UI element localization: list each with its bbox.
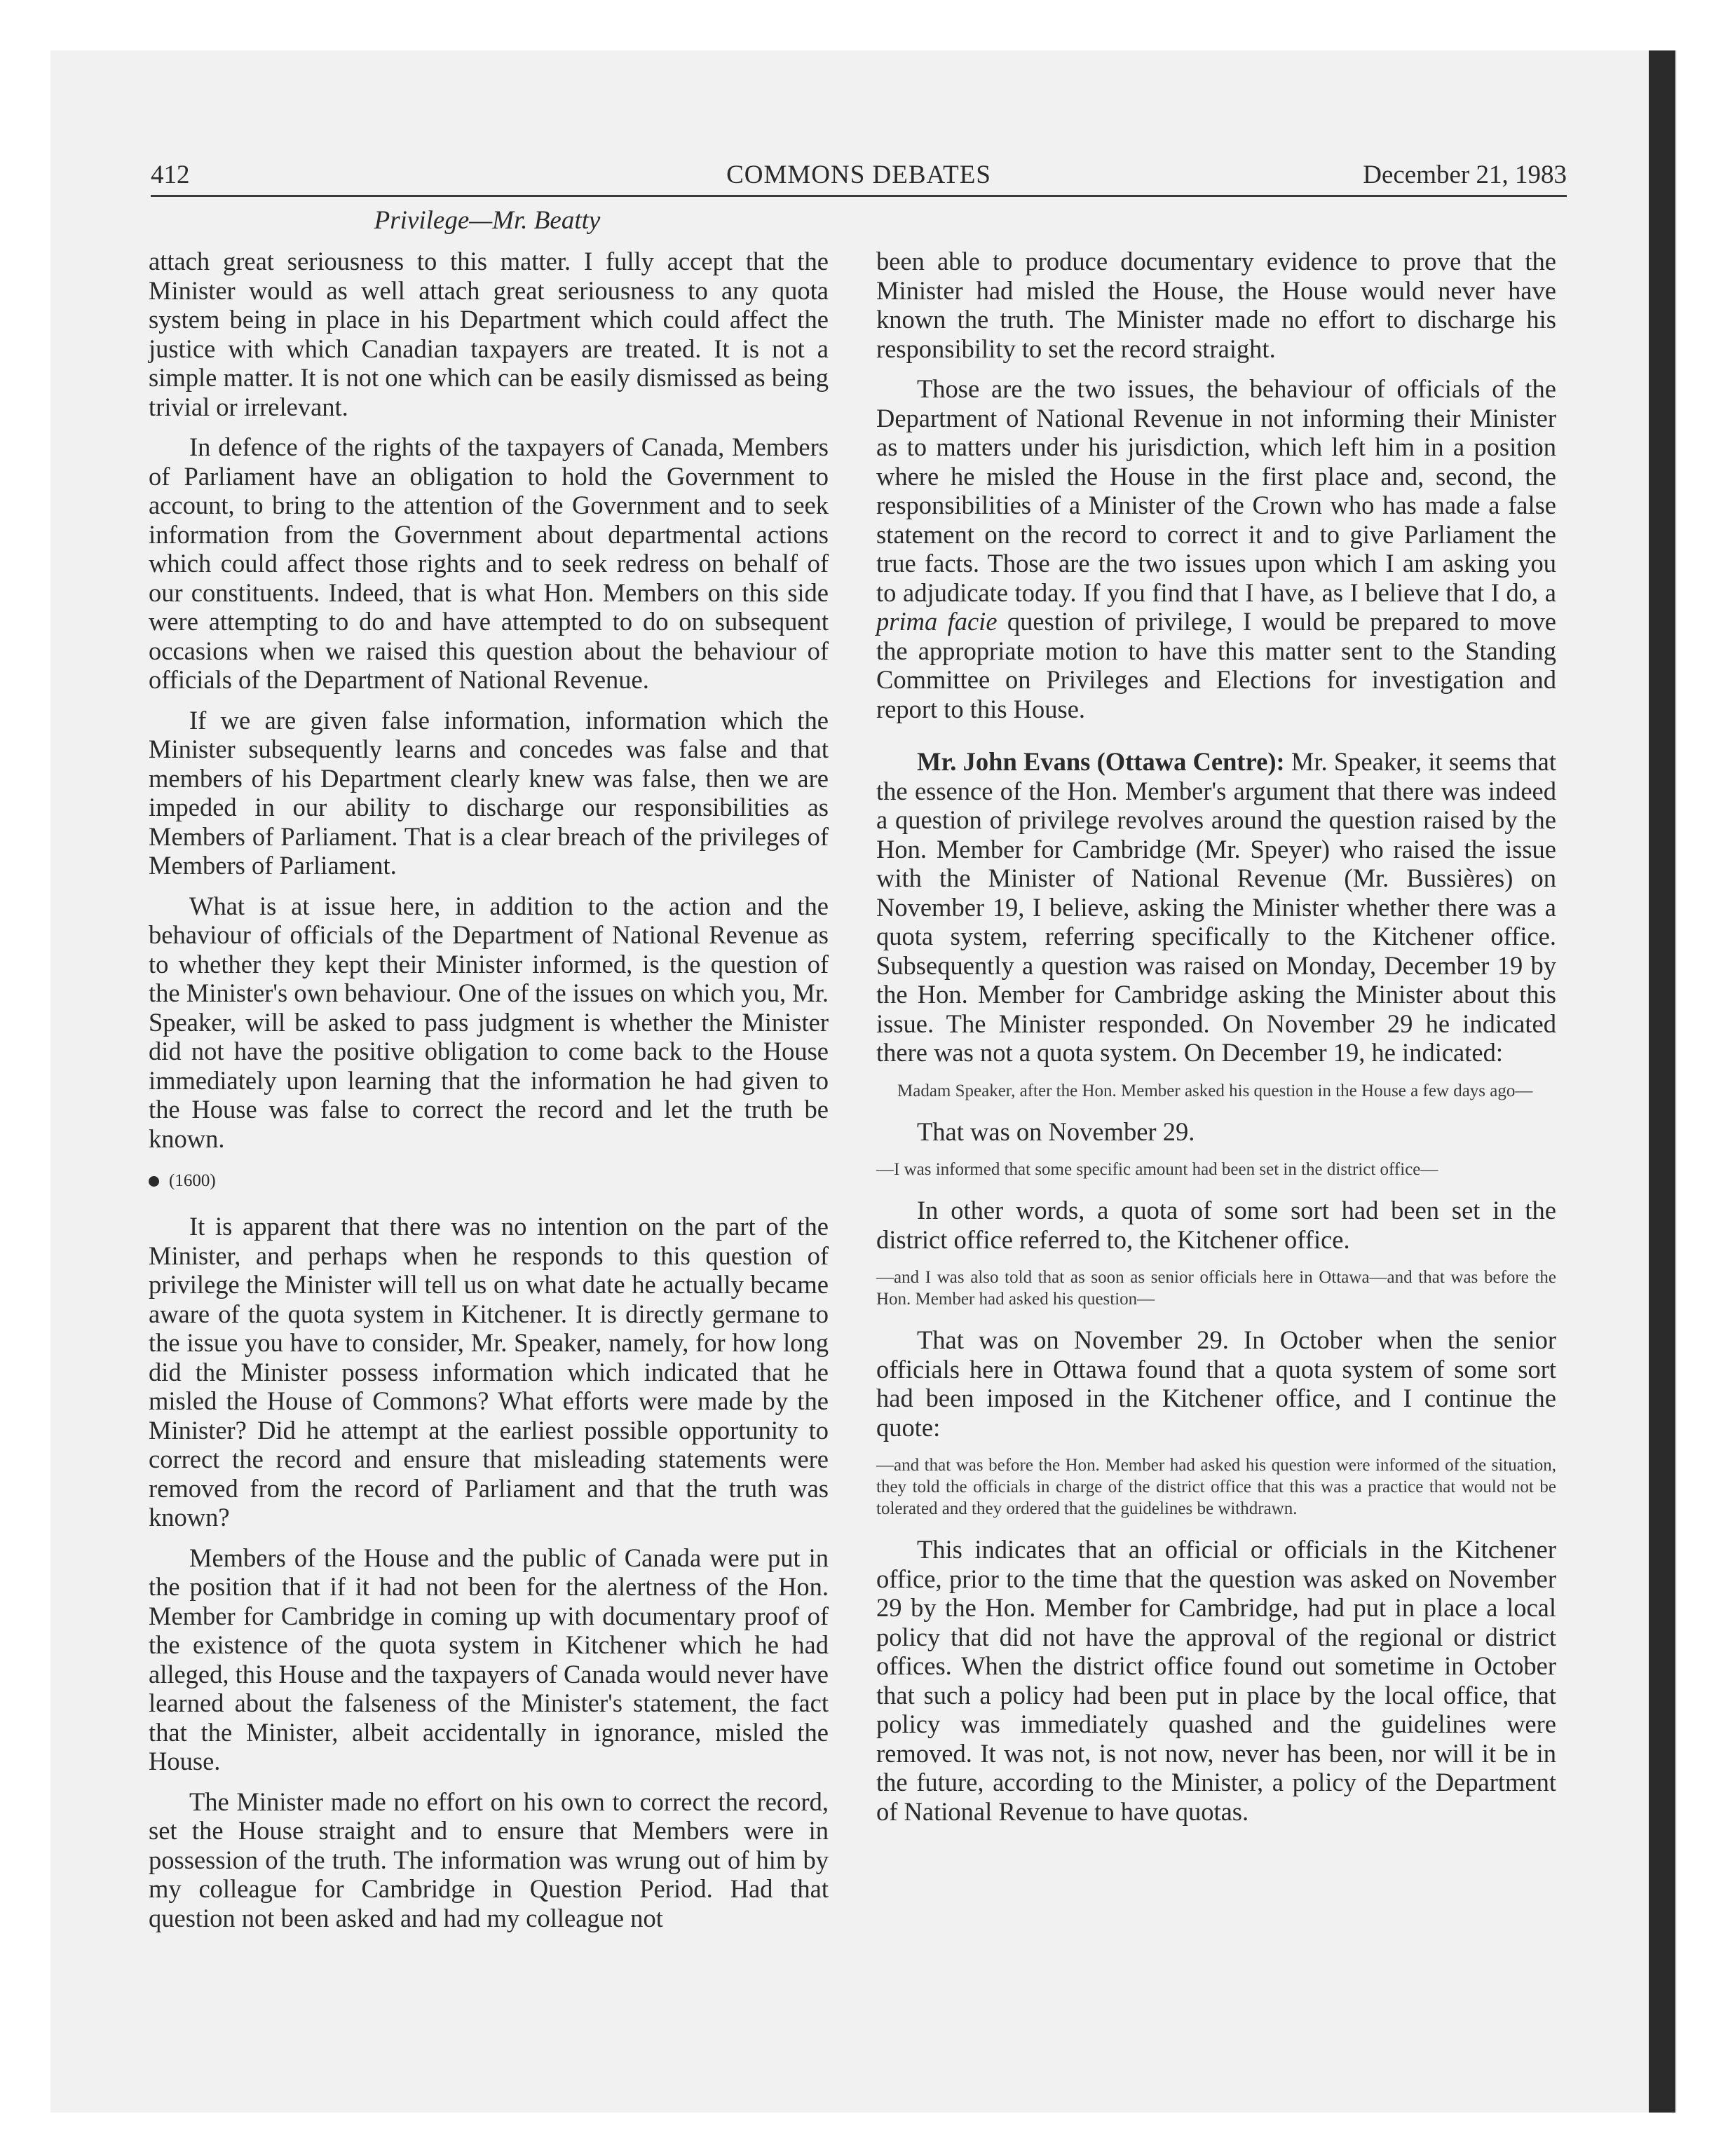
paragraph: attach great seriousness to this matter. I fully accept that the Minister would as well attach great seriousness to any quota system being in place in his Department which could affect the justice with which Canadian taxpayers are treated. It is not a simple matter. It is not one which can be easily dismissed as being trivial or irrelevant. (149, 247, 829, 421)
running-head: Privilege—Mr. Beatty (374, 206, 601, 235)
paragraph: been able to produce documentary evidence to prove that the Minister had misled the House, the House would never have known the truth. The Minister made no effort to discharge his responsibility to set the record straight. (876, 247, 1556, 363)
right-column (876, 247, 1556, 1826)
paragraph: Members of the House and the public of Canada were put in the position that if it had not been for the alertness of the Hon. Member for Cambridge in coming up with documentary proof of the existence of the quota system in Kitchener which he had alleged, this House and the taxpayers of Canada would never have learned about the falseness of the Minister's statement, the fact that the Minister, albeit accidentally in ignorance, misled the House. (149, 1543, 829, 1775)
time-marker (149, 1168, 829, 1194)
paragraph: That was on November 29. (917, 1117, 1195, 1146)
left-column (149, 247, 829, 1932)
paragraph: It is apparent that there was no intention on the part of the Minister, and perhaps when he responds to this question of privilege the Minister will tell us on what date he actually became aware of the quota system in Kitchener. It is directly germane to the issue you have to consider, Mr. Speaker, namely, for how long did the Minister possess information which indicated that he misled the House of Commons? What efforts were made by the Minister? Did he attempt at the earliest possible opportunity to correct the record and ensure that misleading statements were removed from the record of Parliament and that the truth was known? (149, 1212, 829, 1531)
quotation: —and I was also told that as soon as senior officials here in Ottawa—and that was before the Hon. Member had asked his question— (876, 1268, 1556, 1309)
quotation: —I was informed that some specific amount had been set in the district office— (876, 1160, 1438, 1179)
paragraph: In other words, a quota of some sort had been set in the district office referred to, the Kitchener office. (876, 1196, 1556, 1254)
issue-date: December 21, 1983 (1363, 161, 1567, 189)
paragraph (876, 374, 1556, 723)
paragraph: What is at issue here, in addition to the action and the behaviour of officials of the Department of National Revenue as to whether they kept their Minister informed, is the question of the Minister's own behaviour. One of the issues on which you, Mr. Speaker, will be asked to pass judgment is whether the Minister did not have the positive obligation to come back to the House immediately upon learning that the information he had given to the House was false to correct the record and let the truth be known. (149, 891, 829, 1153)
paragraph-text: question of privilege, I would be prepared to move the appropriate motion to have this matter sent to the Standing Committee on Privileges and Elections for investigation and report to this House. (876, 607, 1556, 723)
paragraph: That was on November 29. In October when the senior officials here in Ottawa found that a quota system of some sort had been imposed in the Kitchener office, and I continue the quote: (876, 1325, 1556, 1442)
paragraph: This indicates that an official or officials in the Kitchener office, prior to the time that the question was asked on November 29 by the Hon. Member for Cambridge, had put in place a local policy that did not have the approval of the regional or district offices. When the district office found out sometime in October that such a policy had been put in place by the local office, that policy was immediately quashed and the guidelines were removed. It was not, is not now, never has been, nor will it be in the future, according to the Minister, a policy of the Department of National Revenue to have quotas. (876, 1535, 1556, 1826)
paragraph: If we are given false information, information which the Minister subsequently learns and concedes was false and that members of his Department clearly knew was false, then we are impeded in our ability to discharge our responsibilities as Members of Parliament. That is a clear breach of the privileges of Members of Parliament. (149, 705, 829, 880)
quotation: —and that was before the Hon. Member had asked his question were informed of the situation, they told the officials in charge of the district office that this was a practice that would not be tolerated and they ordered that the guidelines be withdrawn. (876, 1456, 1556, 1518)
quotation: Madam Speaker, after the Hon. Member asked his question in the House a few days ago— (897, 1081, 1533, 1100)
paragraph: In defence of the rights of the taxpayers of Canada, Members of Parliament have an obligation to hold the Government to account, to bring to the attention of the Government and to seek information from the Government about departmental actions which could affect those rights and to seek redress on behalf of our constituents. Indeed, that is what Hon. Members on this side were attempting to do and have attempted to do on subsequent occasions when we raised this question about the behaviour of officials of the Department of National Revenue. (149, 432, 829, 694)
paragraph-text: Those are the two issues, the behaviour of officials of the Department of National Revenue in not informing their Minister as to matters under his jurisdiction, which left him in a position where he misled the House in the first place and, second, the responsibilities of a Minister of the Crown who has made a false statement on the record to correct it and to give Parliament the true facts. Those are the two issues upon which I am asking you to adjudicate today. If you find that I have, as I believe that I do, a (876, 374, 1556, 607)
speaker-paragraph (876, 747, 1556, 1067)
page-header (151, 156, 1567, 197)
paragraph-text: Mr. Speaker, it seems that the essence of the Hon. Member's argument that there was indeed a question of privilege revolves around the question raised by the Hon. Member for Cambridge (Mr. Speyer) who raised the issue with the Minister of National Revenue (Mr. Bussières) on November 19, I believe, asking the Minister whether there was a quota system, referring specifically to the Kitchener office. Subsequently a question was raised on Monday, December 19 by the Hon. Member for Cambridge asking the Minister about this issue. The Minister responded. On November 29 he indicated there was not a quota system. On December 19, he indicated: (876, 747, 1556, 1067)
paragraph: The Minister made no effort on his own to correct the record, set the House straight and to ensure that Members were in possession of the truth. The information was wrung out of him by my colleague for Cambridge in Question Period. Had that question not been asked and had my colleague not (149, 1787, 829, 1932)
page-number: 412 (151, 161, 190, 189)
time-stamp: (1600) (169, 1171, 216, 1190)
latin-phrase: prima facie (876, 607, 998, 636)
publication-title: COMMONS DEBATES (726, 161, 991, 189)
bullet-icon (149, 1176, 159, 1187)
page-edge-shadow (1649, 50, 1675, 2113)
speaker-name: Mr. John Evans (Ottawa Centre): (917, 747, 1285, 776)
